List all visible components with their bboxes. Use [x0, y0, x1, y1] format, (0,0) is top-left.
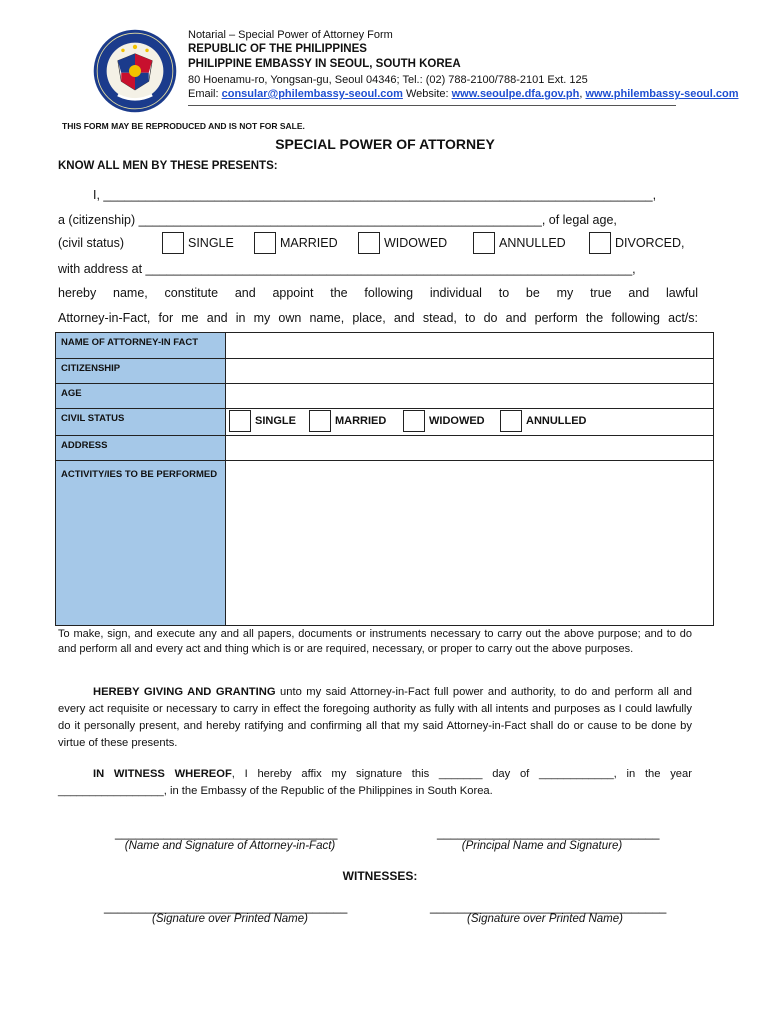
witness1-caption: (Signature over Printed Name)	[152, 913, 308, 925]
civil-status-label-cell: CIVIL STATUS	[56, 409, 226, 436]
citizenship-prefix: a (citizenship)	[58, 213, 139, 227]
witness2-caption: (Signature over Printed Name)	[467, 913, 623, 925]
name-input-cell[interactable]	[226, 333, 714, 359]
citizenship-blank[interactable]: __________________________________________________________	[138, 213, 542, 227]
website-separator: ,	[579, 88, 586, 100]
age-input-cell[interactable]	[226, 384, 714, 409]
know-all-heading: KNOW ALL MEN BY THESE PRESENTS:	[58, 160, 278, 172]
checkbox-divorced[interactable]	[589, 232, 611, 254]
appoint-statement-line1: hereby name, constitute and appoint the following individual to be my true and lawful	[58, 286, 698, 300]
document-title: SPECIAL POWER OF ATTORNEY	[275, 136, 495, 152]
granting-text: unto my said Attorney-in-Fact full power and authority, to do and perform all and every act requisite or necessary to carry in effect the foregoing authority as fully with all intents and purposes as I could lawfully do it personally present, and hereby ratifying and confirming all that my said Attorney-in-Fact shall do or cause to be done by virtue of these presents.	[58, 686, 692, 749]
checkbox-widowed[interactable]	[358, 232, 380, 254]
table-option-married: MARRIED	[335, 414, 387, 427]
table-checkbox-annulled[interactable]	[500, 410, 522, 432]
website-link-1[interactable]: www.seoulpe.dfa.gov.ph	[451, 88, 580, 100]
attorney-signature-caption: (Name and Signature of Attorney-in-Fact)	[124, 840, 336, 852]
principal-signature-line[interactable]: ________________________________	[437, 826, 660, 840]
address-prefix: with address at	[58, 262, 146, 276]
checkbox-single[interactable]	[162, 232, 184, 254]
embassy-address: 80 Hoenamu-ro, Yongsan-gu, Seoul 04346; Tel.: (02) 788-2100/788-2101 Ext. 125	[188, 74, 588, 86]
purpose-paragraph: To make, sign, and execute any and all papers, documents or instruments necessary to carry out the above purpose; and to do and perform all and every act and thing which is or are required, necessary, or proper to carry out the above purposes.	[58, 628, 692, 655]
reproduction-notice: THIS FORM MAY BE REPRODUCED AND IS NOT FOR SALE.	[62, 121, 305, 131]
embassy-heading: PHILIPPINE EMBASSY IN SEOUL, SOUTH KOREA	[188, 58, 461, 70]
option-divorced: DIVORCED,	[615, 236, 685, 250]
contact-line	[188, 87, 739, 101]
address-label: ADDRESS	[56, 436, 226, 461]
checkbox-married[interactable]	[254, 232, 276, 254]
website-link-2[interactable]: www.philembassy-seoul.com	[585, 88, 739, 100]
civil-status-label: (civil status)	[58, 236, 124, 250]
activities-label: ACTIVITY/IES TO BE PERFORMED	[56, 461, 226, 626]
principal-signature-caption: (Principal Name and Signature)	[461, 840, 623, 852]
attorney-in-fact-table	[55, 332, 714, 626]
checkbox-annulled[interactable]	[473, 232, 495, 254]
table-option-annulled: ANNULLED	[526, 414, 587, 427]
embassy-seal-logo	[92, 28, 178, 114]
option-widowed: WIDOWED	[384, 236, 448, 250]
activities-input-cell[interactable]	[226, 461, 714, 626]
email-label: Email:	[188, 88, 222, 100]
witnesses-heading: WITNESSES:	[342, 869, 418, 883]
witness-whereof-paragraph	[58, 766, 692, 800]
witness-whereof-heading: IN WITNESS WHEREOF	[93, 768, 232, 780]
civil-status-options-cell	[226, 409, 714, 436]
principal-name-line[interactable]: I, _______________________________________________________________________________,	[93, 188, 657, 202]
witness1-signature-line[interactable]: ___________________________________	[104, 900, 348, 914]
legal-age-suffix: , of legal age,	[541, 213, 617, 227]
form-label: Notarial – Special Power of Attorney Form	[188, 29, 393, 41]
age-label: AGE	[56, 384, 226, 409]
table-checkbox-single[interactable]	[229, 410, 251, 432]
header-divider	[188, 105, 676, 106]
email-link[interactable]: consular@philembassy-seoul.com	[221, 88, 403, 100]
table-checkbox-married[interactable]	[309, 410, 331, 432]
option-annulled: ANNULLED	[499, 236, 566, 250]
address-input-cell[interactable]	[226, 436, 714, 461]
address-blank[interactable]: ______________________________________________________________________,	[145, 262, 636, 276]
table-option-widowed: WIDOWED	[429, 414, 485, 427]
witness2-signature-line[interactable]: __________________________________	[430, 900, 667, 914]
citizenship-input-cell[interactable]	[226, 359, 714, 384]
website-label: Website:	[402, 88, 452, 100]
appoint-statement-line2: Attorney-in-Fact, for me and in my own name, place, and stead, to do and perform the following act/s:	[58, 311, 698, 325]
republic-heading: REPUBLIC OF THE PHILIPPINES	[188, 43, 367, 55]
table-option-single: SINGLE	[255, 414, 296, 427]
address-line	[58, 262, 636, 276]
option-married: MARRIED	[280, 236, 338, 250]
witness-whereof-text: , I hereby affix my signature this _______ day of ____________, in the year _________________, in the Embassy of the Republic of the Philippines in South Korea.	[58, 768, 692, 797]
granting-heading: HEREBY GIVING AND GRANTING	[93, 686, 276, 698]
attorney-signature-line[interactable]: ________________________________	[115, 826, 338, 840]
citizenship-label: CITIZENSHIP	[56, 359, 226, 384]
name-label: NAME OF ATTORNEY-IN FACT	[56, 333, 226, 359]
citizenship-line	[58, 213, 617, 227]
table-checkbox-widowed[interactable]	[403, 410, 425, 432]
civil-status-row	[58, 232, 684, 254]
granting-paragraph	[58, 684, 692, 752]
option-single: SINGLE	[188, 236, 234, 250]
